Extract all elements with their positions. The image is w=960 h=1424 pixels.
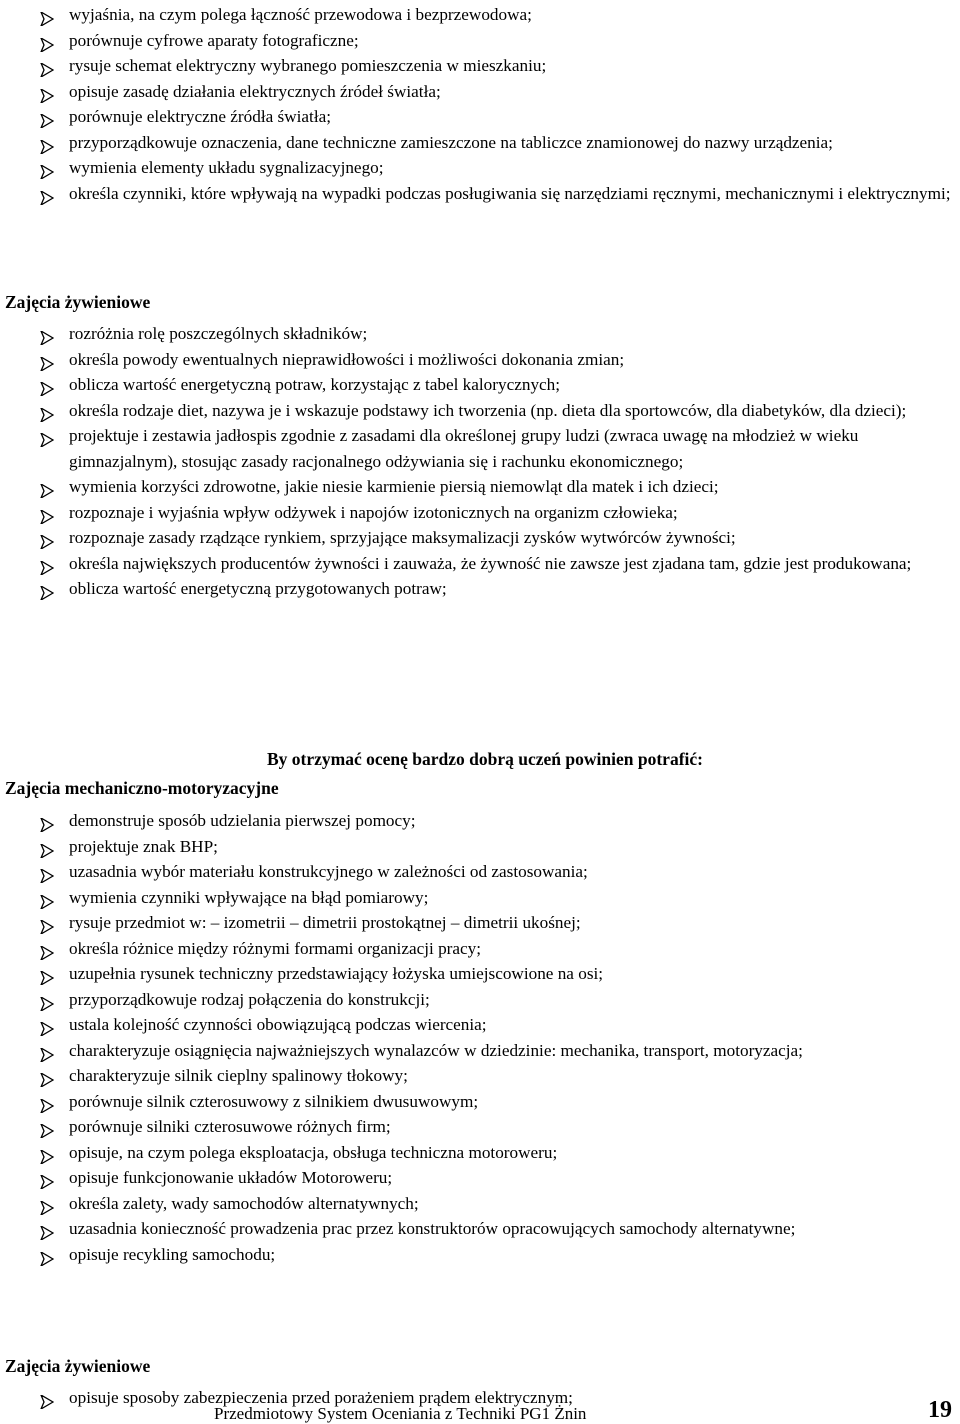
list-item-text: określa zalety, wady samochodów alternatywnych; bbox=[69, 1193, 419, 1213]
list-item-text: opisuje, na czym polega eksploatacja, obsługa techniczna motoroweru; bbox=[69, 1142, 558, 1162]
list-item-text: przyporządkowuje oznaczenia, dane techniczne zamieszczone na tabliczce znamionowej do nazwy urządzenia; bbox=[69, 132, 833, 152]
list-item bbox=[40, 961, 955, 987]
list-item bbox=[40, 500, 955, 526]
list-item bbox=[40, 551, 955, 577]
list-item bbox=[40, 525, 955, 551]
list-item bbox=[40, 1089, 955, 1115]
grade-title: By otrzymać ocenę bardzo dobrą uczeń powinien potrafić: bbox=[267, 749, 703, 769]
arrowhead-bullet-icon bbox=[40, 353, 54, 367]
list-item-text: charakteryzuje silnik cieplny spalinowy tłokowy; bbox=[69, 1066, 408, 1085]
arrowhead-bullet-icon bbox=[40, 8, 54, 22]
arrowhead-bullet-icon bbox=[40, 1018, 54, 1032]
list-item-text: rysuje przedmiot w: – izometrii – dimetrii prostokątnej – dimetrii ukośnej; bbox=[69, 913, 581, 932]
list-item-text: demonstruje sposób udzielania pierwszej pomocy; bbox=[69, 811, 416, 830]
list-item-text: uzupełnia rysunek techniczny przedstawiający łożyska umiejscowione na osi; bbox=[69, 964, 604, 983]
list-item bbox=[40, 808, 955, 834]
list-item bbox=[40, 1165, 955, 1191]
arrowhead-bullet-icon bbox=[40, 1146, 54, 1160]
arrowhead-bullet-icon bbox=[40, 59, 54, 73]
list-item-text: określa czynniki, które wpływają na wypadki podczas posługiwania się narzędziami ręcznymi, mechanicznymi i elektrycznymi; bbox=[69, 183, 951, 203]
arrowhead-bullet-icon bbox=[40, 161, 54, 175]
list-item bbox=[40, 347, 955, 373]
arrowhead-bullet-icon bbox=[40, 136, 54, 150]
arrowhead-bullet-icon bbox=[40, 429, 54, 443]
list-item bbox=[40, 321, 955, 347]
arrowhead-bullet-icon bbox=[40, 967, 54, 981]
list-item-text: wyjaśnia, na czym polega łączność przewodowa i bezprzewodowa; bbox=[69, 5, 532, 24]
arrowhead-bullet-icon bbox=[40, 942, 54, 956]
arrowhead-bullet-icon bbox=[40, 404, 54, 418]
arrowhead-bullet-icon bbox=[40, 1044, 54, 1058]
list-item-text: uzasadnia konieczność prowadzenia prac przez konstruktorów opracowujących samochody alternatywne; bbox=[69, 1219, 796, 1238]
arrowhead-bullet-icon bbox=[40, 1197, 54, 1211]
page-footer: Przedmiotowy System Oceniania z Techniki PG1 Żnin bbox=[214, 1404, 587, 1423]
list-item-text: ustala kolejność czynności obowiązującą podczas wiercenia; bbox=[69, 1015, 487, 1034]
list-item bbox=[40, 1063, 955, 1089]
list-item-text: uzasadnia wybór materiału konstrukcyjnego w zależności od zastosowania; bbox=[69, 862, 588, 881]
list-item bbox=[40, 936, 955, 962]
list-item bbox=[40, 104, 955, 130]
section1-list bbox=[40, 2, 955, 206]
section-heading-zajecia-zywieniowe-2: Zajęcia żywieniowe bbox=[5, 1356, 151, 1376]
list-item bbox=[40, 398, 955, 424]
section-heading-mechaniczno-motoryzacyjne: Zajęcia mechaniczno-motoryzacyjne bbox=[5, 778, 279, 798]
list-item-text: opisuje zasadę działania elektrycznych źródeł światła; bbox=[69, 81, 441, 101]
arrowhead-bullet-icon bbox=[40, 814, 54, 828]
arrowhead-bullet-icon bbox=[40, 1095, 54, 1109]
list-item bbox=[40, 1114, 955, 1140]
list-item-text: określa różnice między różnymi formami organizacji pracy; bbox=[69, 938, 482, 958]
arrowhead-bullet-icon bbox=[40, 480, 54, 494]
list-item bbox=[40, 1140, 955, 1166]
list-item-text: porównuje elektryczne źródła światła; bbox=[69, 107, 332, 126]
list-item-text: rysuje schemat elektryczny wybranego pomieszczenia w mieszkaniu; bbox=[69, 56, 547, 75]
list-item-text: opisuje funkcjonowanie układów Motoroweru; bbox=[69, 1168, 393, 1187]
arrowhead-bullet-icon bbox=[40, 916, 54, 930]
list-item bbox=[40, 859, 955, 885]
arrowhead-bullet-icon bbox=[40, 34, 54, 48]
arrowhead-bullet-icon bbox=[40, 1222, 54, 1236]
list-item-text: wymienia czynniki wpływające na błąd pomiarowy; bbox=[69, 887, 429, 907]
list-item-text: rozpoznaje i wyjaśnia wpływ odżywek i napojów izotonicznych na organizm człowieka; bbox=[69, 502, 678, 522]
section3-list bbox=[40, 808, 955, 1267]
list-item bbox=[40, 1038, 955, 1064]
section2-list bbox=[40, 321, 955, 602]
arrowhead-bullet-icon bbox=[40, 1391, 54, 1405]
list-item bbox=[40, 423, 955, 474]
list-item-text: oblicza wartość energetyczną przygotowanych potraw; bbox=[69, 579, 447, 598]
arrowhead-bullet-icon bbox=[40, 110, 54, 124]
arrowhead-bullet-icon bbox=[40, 85, 54, 99]
list-item bbox=[40, 474, 955, 500]
arrowhead-bullet-icon bbox=[40, 506, 54, 520]
list-item bbox=[40, 1191, 955, 1217]
arrowhead-bullet-icon bbox=[40, 531, 54, 545]
list-item-text: określa rodzaje diet, nazywa je i wskazuje podstawy ich tworzenia (np. dieta dla sportowców, dla diabetyków, dla dzieci); bbox=[69, 400, 907, 420]
arrowhead-bullet-icon bbox=[40, 187, 54, 201]
list-item bbox=[40, 885, 955, 911]
arrowhead-bullet-icon bbox=[40, 327, 54, 341]
list-item-text: opisuje sposoby zabezpieczenia przed porażeniem prądem elektrycznym; bbox=[69, 1388, 573, 1407]
list-item bbox=[40, 576, 955, 602]
arrowhead-bullet-icon bbox=[40, 1248, 54, 1262]
list-item-text: charakteryzuje osiągnięcia najważniejszych wynalazców w dziedzinie: mechanika, transport, motoryzacja; bbox=[69, 1040, 803, 1060]
arrowhead-bullet-icon bbox=[40, 1120, 54, 1134]
arrowhead-bullet-icon bbox=[40, 993, 54, 1007]
list-item-text: rozróżnia rolę poszczególnych składników; bbox=[69, 324, 368, 343]
arrowhead-bullet-icon bbox=[40, 840, 54, 854]
list-item-text: wymienia korzyści zdrowotne, jakie niesie karmienie piersią niemowląt dla matek i ich dzieci; bbox=[69, 477, 719, 496]
list-item-text: porównuje silniki czterosuwowe różnych firm; bbox=[69, 1117, 391, 1136]
list-item bbox=[40, 987, 955, 1013]
list-item bbox=[40, 79, 955, 105]
list-item-text: określa największych producentów żywności i zauważa, że żywność nie zawsze jest zjadana tam, gdzie jest produkowana; bbox=[69, 553, 912, 573]
list-item-text: porównuje silnik czterosuwowy z silnikiem dwusuwowym; bbox=[69, 1091, 479, 1111]
list-item-text: porównuje cyfrowe aparaty fotograficzne; bbox=[69, 30, 359, 50]
arrowhead-bullet-icon bbox=[40, 557, 54, 571]
arrowhead-bullet-icon bbox=[40, 378, 54, 392]
section-heading-zajecia-zywieniowe: Zajęcia żywieniowe bbox=[5, 292, 151, 312]
list-item-text: określa powody ewentualnych nieprawidłowości i możliwości dokonania zmian; bbox=[69, 349, 625, 369]
list-item-text: projektuje znak BHP; bbox=[69, 836, 218, 856]
list-item-text: oblicza wartość energetyczną potraw, korzystając z tabel kalorycznych; bbox=[69, 375, 561, 394]
list-item-text: przyporządkowuje rodzaj połączenia do konstrukcji; bbox=[69, 989, 430, 1009]
arrowhead-bullet-icon bbox=[40, 582, 54, 596]
list-item bbox=[40, 155, 955, 181]
list-item bbox=[40, 2, 955, 28]
list-item bbox=[40, 53, 955, 79]
list-item-text: projektuje i zestawia jadłospis zgodnie z zasadami dla określonej grupy ludzi (zwraca uwagę na młodzież w wieku gimnazjalnym), stosując zasady racjonalnego odżywiania się i rachunku ekonomicznego; bbox=[69, 426, 859, 471]
list-item-text: rozpoznaje zasady rządzące rynkiem, sprzyjające maksymalizacji zysków wytwórców żywności; bbox=[69, 528, 736, 547]
arrowhead-bullet-icon bbox=[40, 865, 54, 879]
list-item bbox=[40, 1216, 955, 1242]
page-number: 19 bbox=[928, 1397, 952, 1423]
list-item-text: opisuje recykling samochodu; bbox=[69, 1244, 276, 1264]
list-item bbox=[40, 28, 955, 54]
list-item bbox=[40, 1242, 955, 1268]
list-item bbox=[40, 1012, 955, 1038]
arrowhead-bullet-icon bbox=[40, 891, 54, 905]
list-item bbox=[40, 834, 955, 860]
list-item bbox=[40, 910, 955, 936]
arrowhead-bullet-icon bbox=[40, 1171, 54, 1185]
list-item-text: wymienia elementy układu sygnalizacyjnego; bbox=[69, 158, 384, 177]
list-item bbox=[40, 372, 955, 398]
list-item bbox=[40, 181, 955, 207]
arrowhead-bullet-icon bbox=[40, 1069, 54, 1083]
list-item bbox=[40, 130, 955, 156]
